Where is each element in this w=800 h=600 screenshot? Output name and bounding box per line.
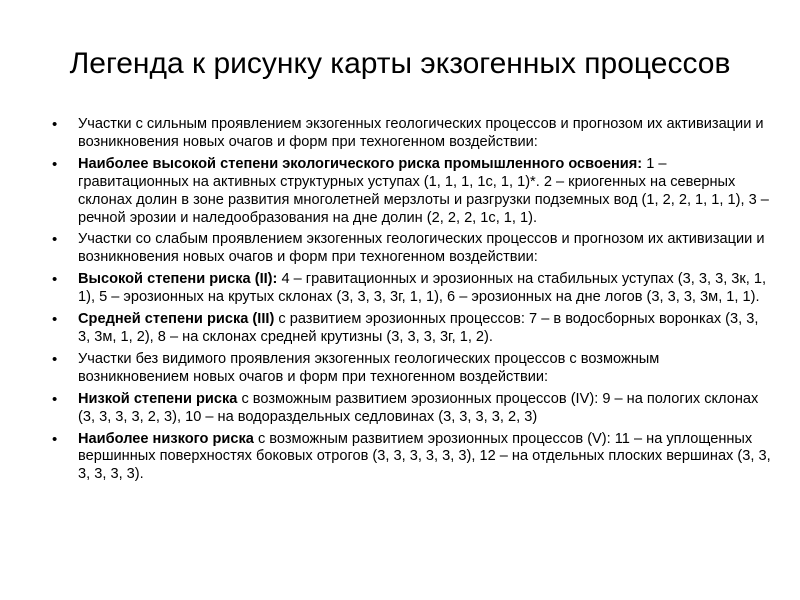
legend-item (52, 311, 772, 347)
legend-item-bold: Средней степени риска (III) (78, 311, 275, 328)
legend-item (52, 391, 772, 427)
legend-item-bold: Наиболее высокой степени экологического риска промышленного освоения: (78, 155, 643, 172)
legend-item-text: с развитием эрозионных процессов: 7 – в водосборных воронках (3, 3, 3, 3м, 1, 2), 8 – на склонах средней крутизны (3, 3, 3, 3г, 1, 2). (78, 311, 759, 345)
slide-title: Легенда к рисунку карты экзогенных процессов (69, 47, 731, 81)
legend-item-text: с возможным развитием эрозионных процессов (V): 11 – на уплощенных вершинных поверхностях боковых отрогов (3, 3, 3, 3, 3, 3), 12 – на отдельных плоских вершинах (3, 3, 3, 3, 3, 3). (78, 430, 771, 483)
legend-item (52, 271, 772, 307)
legend-item (52, 116, 772, 152)
legend-bullet-list (52, 116, 772, 488)
legend-item-text: Участки без видимого проявления экзогенных геологических процессов с возможным возникновением новых очагов и форм при техногенном воздействии: (78, 350, 660, 385)
legend-item-bold: Низкой степени риска (78, 390, 238, 407)
legend-item (52, 156, 772, 228)
legend-item-text: 4 – гравитационных и эрозионных на стабильных уступах (3, 3, 3, 3к, 1, 1), 5 – эрозионных на крутых склонах (3, 3, 3, 3г, 1, 1), 6 – эрозионных на дне логов (3, 3, 3, 3м, 1, 1). (78, 271, 767, 306)
legend-item-text: с возможным развитием эрозионных процессов (IV): 9 – на пологих склонах (3, 3, 3, 3, 2, 3), 10 – на водораздельных седловинах (3, 3, 3, 3, 2, 3) (78, 390, 759, 425)
legend-item (52, 431, 772, 485)
legend-item-text: Участки со слабым проявлением экзогенных геологических процессов и прогнозом их активизации и возникновения новых очагов и форм при техногенном воздействии: (78, 231, 765, 266)
legend-item-bold: Наиболее низкого риска (78, 430, 254, 447)
legend-item (52, 231, 772, 267)
legend-item-bold: Высокой степени риска (II): (78, 271, 278, 288)
legend-item (52, 351, 772, 387)
legend-item-text: Участки с сильным проявлением экзогенных геологических процессов и прогнозом их активизации и возникновения новых очагов и форм при техногенном воздействии: (78, 116, 764, 150)
legend-item-text: 1 – гравитационных на активных структурных уступах (1, 1, 1, 1с, 1, 1)*. 2 – криогенных на северных склонах долин в зоне развития многолетней мерзлоты и разгрузки подземных вод (1, 2, 2, 1, 1, 1), 3 – речной эрозии и наледообразования на дне долин (2, 2, 2, 1с, 1, 1). (78, 155, 769, 226)
